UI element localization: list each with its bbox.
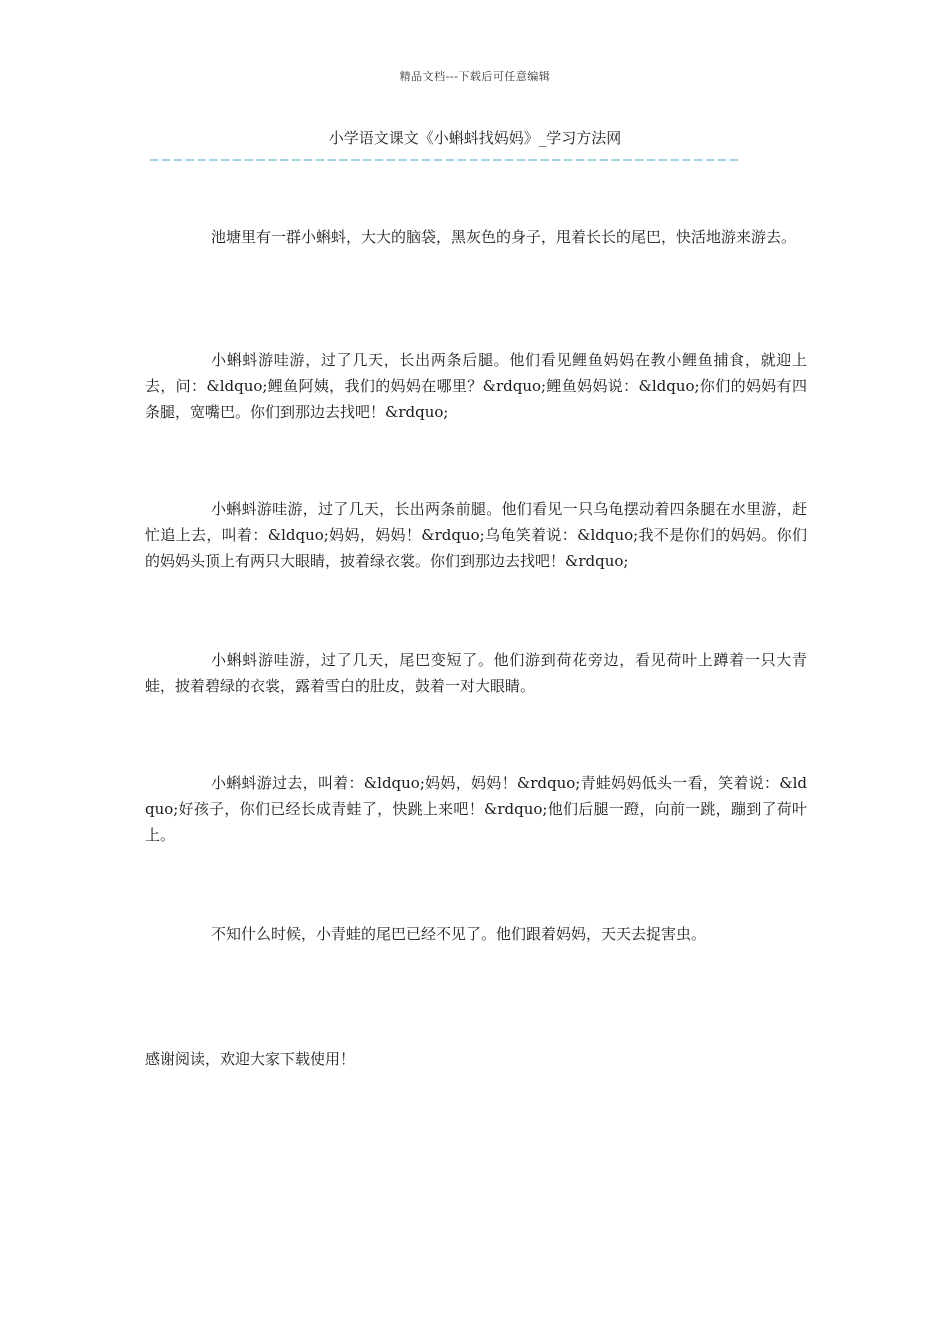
- page-header-watermark: 精品文档---下载后可任意编辑: [399, 70, 551, 83]
- document-title: 小学语文课文《小蝌蚪找妈妈》_学习方法网: [328, 129, 622, 147]
- paragraph-6: 不知什么时候，小青蛙的尾巴已经不见了。他们跟着妈妈，天天去捉害虫。: [211, 925, 707, 943]
- title-divider: ——————————————————————————————————————————————————: [150, 152, 742, 168]
- paragraph-3: 小蝌蚪游哇游，过了几天，长出两条前腿。他们看见一只乌龟摆动着四条腿在水里游，赶忙追上去，叫着：&ldquo;妈妈，妈妈！&rdquo;乌龟笑着说：&ldquo;我不是你们的妈妈。你们的妈妈头顶上有两只大眼睛，披着绿衣裳。你们到那边去找吧！&rdquo;: [145, 500, 807, 570]
- paragraph-1: 池塘里有一群小蝌蚪，大大的脑袋，黑灰色的身子，甩着长长的尾巴，快活地游来游去。: [211, 228, 797, 246]
- paragraph-5: 小蝌蚪游过去，叫着：&ldquo;妈妈，妈妈！&rdquo;青蛙妈妈低头一看，笑着说：&ldquo;好孩子，你们已经长成青蛙了，快跳上来吧！&rdquo;他们后腿一蹬，向前一跳，蹦到了荷叶上。: [145, 774, 807, 844]
- paragraph-2: 小蝌蚪游哇游，过了几天，长出两条后腿。他们看见鲤鱼妈妈在教小鲤鱼捕食，就迎上去，问：&ldquo;鲤鱼阿姨，我们的妈妈在哪里？&rdquo;鲤鱼妈妈说：&ldquo;你们的妈妈有四条腿，宽嘴巴。你们到那边去找吧！&rdquo;: [145, 351, 807, 421]
- paragraph-4: 小蝌蚪游哇游，过了几天，尾巴变短了。他们游到荷花旁边，看见荷叶上蹲着一只大青蛙，披着碧绿的衣裳，露着雪白的肚皮，鼓着一对大眼睛。: [145, 651, 807, 695]
- closing-note: 感谢阅读，欢迎大家下载使用！: [145, 1050, 356, 1068]
